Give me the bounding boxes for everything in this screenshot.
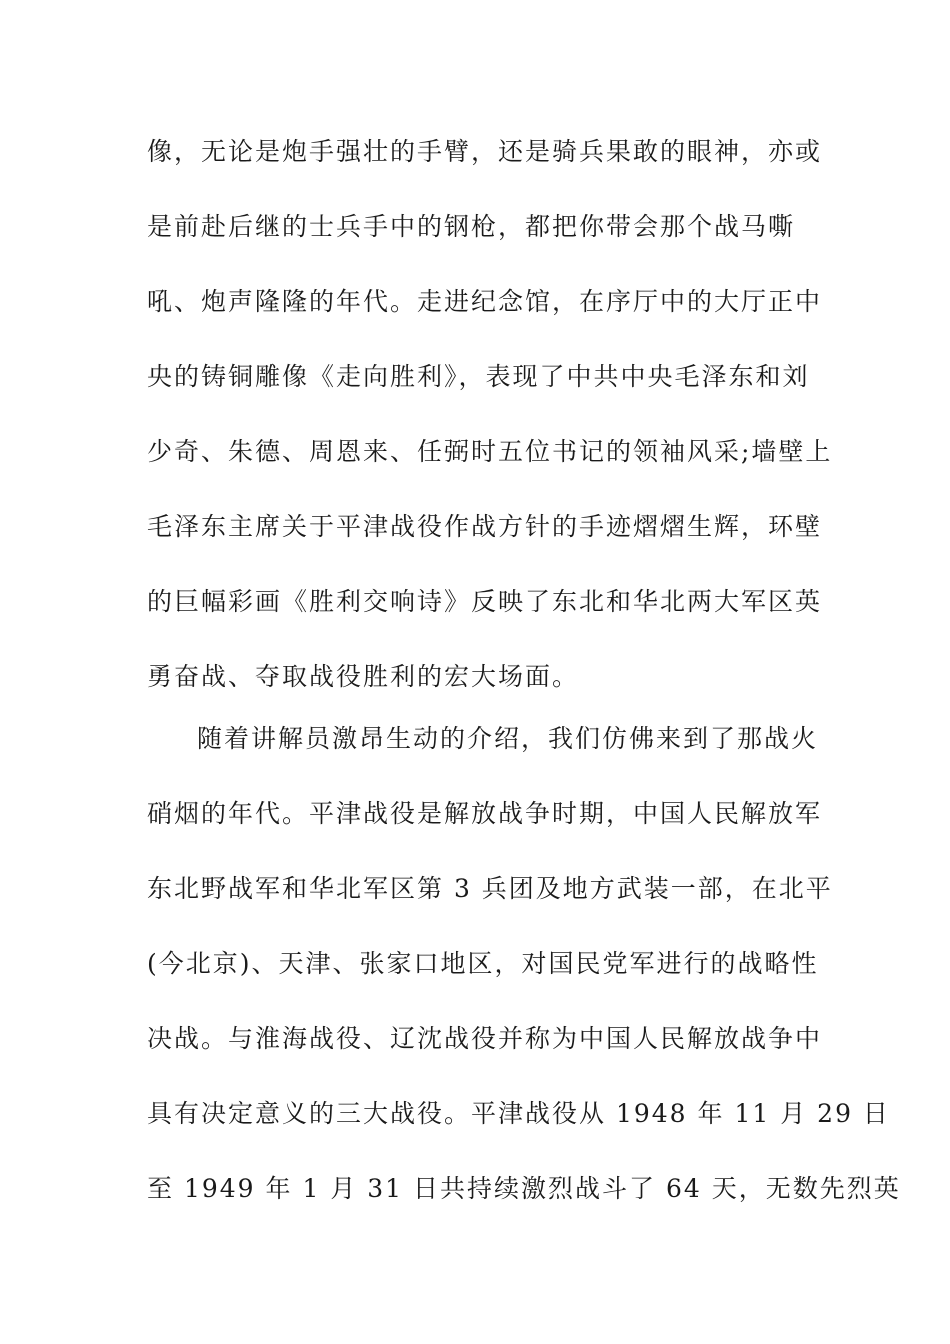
text-line-10: 硝烟的年代。平津战役是解放战争时期，中国人民解放军	[147, 799, 823, 828]
text-line-7: 的巨幅彩画《胜利交响诗》反映了东北和华北两大军区英	[147, 587, 823, 616]
text-line-11: 东北野战军和华北军区第 3 兵团及地方武装一部，在北平	[147, 874, 833, 903]
text-line-12: (今北京)、天津、张家口地区，对国民党军进行的战略性	[147, 949, 819, 978]
text-line-9: 随着讲解员激昂生动的介绍，我们仿佛来到了那战火	[197, 724, 819, 753]
text-line-2: 是前赴后继的士兵手中的钢枪，都把你带会那个战马嘶	[147, 212, 796, 241]
text-line-1: 像，无论是炮手强壮的手臂，还是骑兵果敢的眼神，亦或	[147, 137, 823, 166]
text-line-4: 央的铸铜雕像《走向胜利》，表现了中共中央毛泽东和刘	[147, 362, 810, 391]
text-line-14: 具有决定意义的三大战役。平津战役从 1948 年 11 月 29 日	[147, 1099, 890, 1128]
text-line-8: 勇奋战、夺取战役胜利的宏大场面。	[147, 662, 580, 691]
text-line-6: 毛泽东主席关于平津战役作战方针的手迹熠熠生辉，环壁	[147, 512, 823, 541]
text-line-5: 少奇、朱德、周恩来、任弼时五位书记的领袖风采;墙壁上	[147, 437, 833, 466]
text-line-3: 吼、炮声隆隆的年代。走进纪念馆，在序厅中的大厅正中	[147, 287, 823, 316]
text-line-15: 至 1949 年 1 月 31 日共持续激烈战斗了 64 天，无数先烈英	[147, 1174, 901, 1203]
text-line-13: 决战。与淮海战役、辽沈战役并称为中国人民解放战争中	[147, 1024, 823, 1053]
